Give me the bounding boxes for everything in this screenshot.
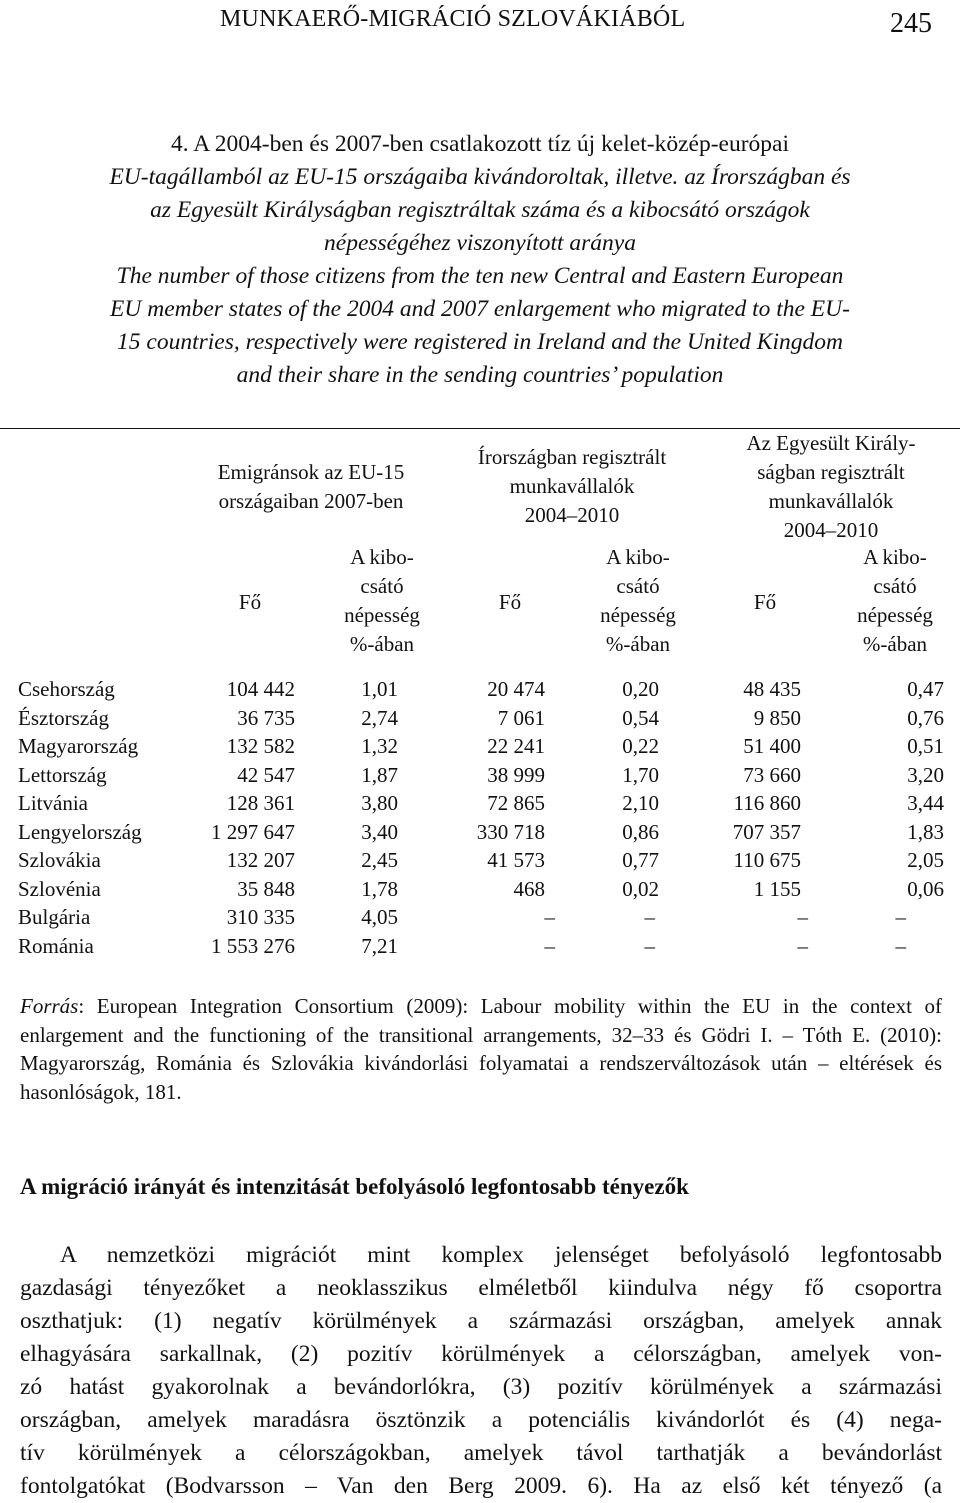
table-row [0,932,960,960]
value-cell: 0,20 [622,677,659,701]
paragraph-line: fontolgatókat (Bodvarsson – Van den Berg 2009. 6). Ha az első két tényező (a [20,1473,942,1499]
value-cell: 3,20 [907,762,944,787]
table-row [0,789,960,817]
value-cell: 1,78 [361,876,398,901]
value-cell: – [644,905,655,929]
caption-en-line: and their share in the sending countries’ population [236,362,724,388]
header-line: csátó [360,574,404,598]
page-number: 245 [890,8,932,39]
paragraph-line: tív körülmények a célországokban, amelyek távol tarthatják a bevándorlást [20,1440,942,1466]
value-cell: 0,06 [907,876,944,901]
country-cell: Csehország [18,677,115,701]
value-cell: 1,32 [361,734,398,758]
header-line: ságban regisztrált [757,460,905,484]
value-cell: 1 297 647 [211,819,295,844]
country-cell: Észtország [18,705,109,730]
country-cell: Litvánia [18,791,88,815]
country-cell: Románia [18,933,94,958]
header-line: Az Egyesült Király- [746,431,916,455]
value-cell: 2,74 [361,705,398,730]
value-cell: 9 850 [753,705,801,730]
value-cell: 7 061 [497,705,545,730]
value-cell: – [644,933,655,958]
subheader-count: Fő [753,590,777,614]
subheader-share [835,543,955,659]
value-cell: 132 582 [226,734,295,758]
header-line: népesség [857,603,933,627]
value-cell: 0,02 [622,876,659,901]
paragraph-line: oszthatjuk: (1) negatív körülmények a származási országban, amelyek annak [20,1308,942,1334]
value-cell: 3,80 [361,791,398,815]
table-row [0,732,960,760]
value-cell: 35 848 [237,876,295,901]
value-cell: 0,86 [622,819,659,844]
value-cell: 22 241 [487,734,545,758]
value-cell: 116 860 [733,791,801,815]
subheader-share [578,543,698,659]
value-cell: 3,44 [907,791,944,815]
header-line: munkavállalók [509,474,635,498]
running-title: MUNKAERŐ-MIGRÁCIÓ SZLOVÁKIÁBÓL [220,6,686,32]
header-line: %-ában [349,632,415,656]
paragraph-line: A nemzetközi migrációt mint komplex jelenséget befolyásoló legfontosabb [60,1242,942,1268]
value-cell: 707 357 [732,819,801,844]
value-cell: 51 400 [743,734,801,758]
subheader-count: Fő [238,590,262,614]
header-line: csátó [616,574,660,598]
value-cell: 0,51 [907,734,944,758]
value-cell: 1 553 276 [211,933,295,958]
value-cell: 36 735 [237,705,295,730]
value-cell: 0,54 [622,705,659,730]
caption-hu-line: 4. A 2004-ben és 2007-ben csatlakozott tíz új kelet-közép-európai [171,131,789,157]
value-cell: 7,21 [361,933,398,958]
table-row [0,761,960,789]
value-cell: 128 361 [226,791,295,815]
country-cell: Magyarország [18,734,139,758]
header-line: 2004–2010 [783,518,879,542]
header-line: A kibo- [606,545,670,569]
value-cell: 2,10 [622,791,659,815]
country-cell: Bulgária [18,905,91,929]
value-cell: 2,45 [361,848,398,872]
value-cell: 1,83 [907,819,944,844]
paragraph-line: gazdasági tényezőket a neoklasszikus elméletből kiindulva négy fő csoportra [20,1275,942,1301]
value-cell: 20 474 [487,677,545,701]
header-line: országaiban 2007-ben [218,489,404,513]
value-cell: 3,40 [361,819,398,844]
header-line: A kibo- [863,545,927,569]
source-note [20,992,942,1106]
value-cell: – [895,933,906,958]
section-heading: A migráció irányát és intenzitását befolyásoló legfontosabb tényezők [20,1174,689,1199]
value-cell: 0,22 [622,734,659,758]
table-row [0,903,960,931]
value-cell: – [797,933,808,958]
value-cell: 38 999 [487,762,545,787]
header-line: munkavállalók [768,489,894,513]
table-row [0,846,960,874]
table-row [0,875,960,903]
value-cell: 1,01 [361,677,398,701]
caption-en-line: EU member states of the 2004 and 2007 enlargement who migrated to the EU- [110,296,850,322]
caption-en-line: 15 countries, respectively were registered in Ireland and the United Kingdom [117,329,843,355]
value-cell: 73 660 [743,762,801,787]
paragraph-line: zó hatást gyakorolnak a bevándorlókra, (3) pozitív körülmények a származási [20,1374,942,1400]
country-cell: Szlovákia [18,848,101,872]
value-cell: 0,47 [907,677,944,701]
value-cell: 468 [513,876,545,901]
header-group-emigrants [180,458,442,516]
value-cell: 4,05 [361,905,398,929]
value-cell: 0,76 [907,705,944,730]
value-cell: 0,77 [622,848,659,872]
value-cell: 1,70 [622,762,659,787]
source-text: : European Integration Consortium (2009): Labour mobility within the EU in the context of enlargement and the functioning of the transitional arrangements, 32–33 és Gödri I. – Tóth E. (2010): Magyarország, Románia és Szlovákia kivándorlási folyamatai a rendszerváltozások után – eltérések és hasonlóságok, 181. [20,994,942,1104]
value-cell: 72 865 [487,791,545,815]
value-cell: 330 718 [476,819,545,844]
value-cell: 110 675 [733,848,801,872]
table-row [0,818,960,846]
running-head [0,6,960,42]
value-cell: – [544,933,555,958]
value-cell: – [895,905,906,929]
value-cell: 310 335 [226,905,295,929]
header-group-ireland [442,443,702,530]
header-line: népesség [344,603,420,627]
value-cell: 1,87 [361,762,398,787]
header-line: népesség [600,603,676,627]
paragraph-line: országban, amelyek maradásra ösztönzik a potenciális kivándorlót és (4) nega- [20,1407,942,1433]
table-caption [0,128,960,392]
caption-hu-line: EU-tagállamból az EU-15 országaiba kivándoroltak, illetve. az Írországban és [109,164,851,190]
body-paragraph [20,1239,942,1503]
value-cell: 2,05 [907,848,944,872]
country-cell: Lettország [18,762,107,787]
caption-en-line: The number of those citizens from the ten new Central and Eastern European [116,263,844,289]
table-row [0,704,960,732]
header-group-uk [702,429,960,545]
value-cell: 132 207 [226,848,295,872]
header-line: Emigránsok az EU-15 [217,460,405,484]
header-line: csátó [873,574,917,598]
value-cell: 104 442 [226,677,295,701]
subheader-share [322,543,442,659]
source-label: Forrás [20,994,79,1018]
value-cell: 48 435 [743,677,801,701]
table-row [0,675,960,703]
header-line: Írországban regisztrált [477,445,667,469]
header-line: 2004–2010 [524,503,620,527]
paragraph-line: elhagyására sarkallnak, (2) pozitív körülmények a célországban, amelyek von- [20,1341,942,1367]
header-line: %-ában [862,632,928,656]
value-cell: 41 573 [487,848,545,872]
header-line: %-ában [605,632,671,656]
country-cell: Lengyelország [18,819,142,844]
subheader-count: Fő [498,590,522,614]
caption-hu-line: népességéhez viszonyított aránya [324,230,636,256]
value-cell: 1 155 [753,876,801,901]
header-line: A kibo- [350,545,414,569]
country-cell: Szlovénia [18,876,101,901]
caption-hu-line: az Egyesült Királyságban regisztráltak száma és a kibocsátó országok [150,197,810,223]
value-cell: 42 547 [237,762,295,787]
value-cell: – [797,905,808,929]
value-cell: – [544,905,555,929]
